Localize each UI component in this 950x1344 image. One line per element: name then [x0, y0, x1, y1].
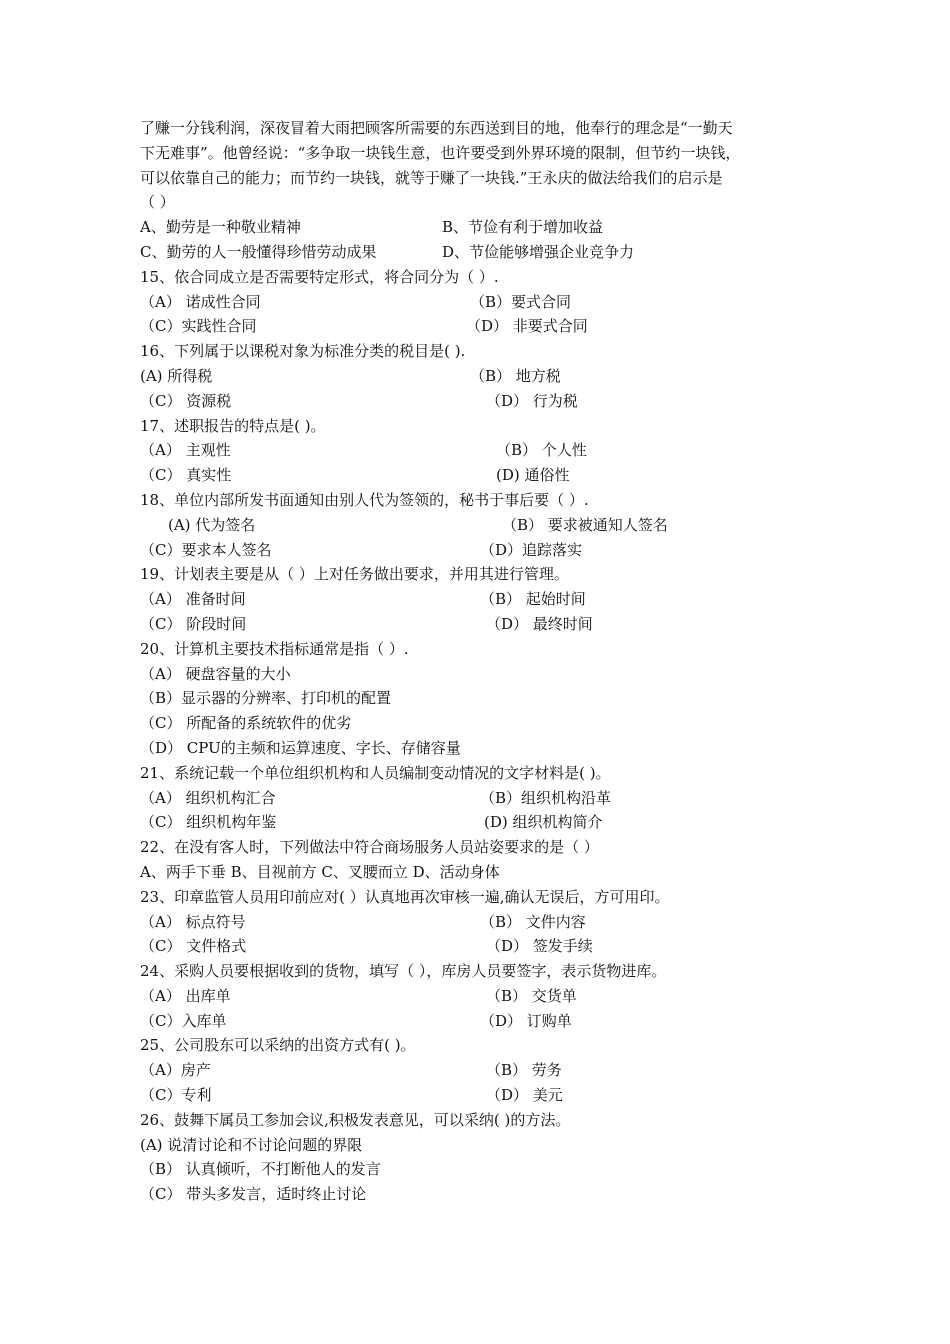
q24-option-b: （B） 交货单: [486, 986, 577, 1005]
q15-option-a: （A） 诺成性合同: [140, 292, 261, 311]
q24-option-d: （D） 订购单: [480, 1011, 572, 1030]
q23-options-row-2: [140, 934, 830, 959]
q20-option-b-line: [140, 686, 830, 711]
q25-options-row-2: [140, 1083, 830, 1108]
q19-option-b: （B） 起始时间: [480, 590, 586, 609]
q19-options-row-1: [140, 587, 830, 612]
q24-options-row-1: [140, 984, 830, 1009]
q14-stem-text: 下无难事”。他曾经说：“多争取一块钱生意，也许要受到外界环境的限制，但节约一块钱，: [140, 143, 741, 162]
q21-options-row-1: [140, 786, 830, 811]
q24-text: 24、采购人员要根据收到的货物，填写（ ），库房人员要签字，表示货物进库。: [140, 962, 667, 981]
q14-option-d: D、节俭能够增强企业竞争力: [442, 242, 635, 261]
q14-stem-text: 可以依靠自己的能力；而节约一块钱，就等于赚了一块钱.”王永庆的做法给我们的启示是: [140, 168, 723, 187]
q17-option-c: （C） 真实性: [140, 466, 232, 485]
q25-option-c: （C）专利: [140, 1086, 212, 1105]
q21-question: [140, 761, 830, 786]
q15-options-row-2: [140, 314, 830, 339]
q16-option-d: （D） 行为税: [486, 391, 578, 410]
q15-options-row-1: [140, 290, 830, 315]
q15-option-d: （D） 非要式合同: [466, 317, 588, 336]
q25-options-row-1: [140, 1058, 830, 1083]
q14-option-a: A、勤劳是一种敬业精神: [140, 218, 301, 237]
q14-stem-line-3: [140, 166, 830, 191]
q26-option-b: （B） 认真倾听，不打断他人的发言: [140, 1160, 381, 1179]
q23-option-c: （C） 文件格式: [140, 937, 247, 956]
q14-options-row-1: [140, 215, 830, 240]
q23-question: [140, 885, 830, 910]
q25-text: 25、公司股东可以采纳的出资方式有( )。: [140, 1036, 416, 1055]
q16-options-row-2: [140, 389, 830, 414]
q17-question: [140, 414, 830, 439]
q20-question: [140, 637, 830, 662]
q16-option-b: （B） 地方税: [470, 366, 561, 385]
q22-options: [140, 860, 830, 885]
q26-option-a: (A) 说清讨论和不讨论问题的界限: [140, 1135, 363, 1154]
q26-option-c-line: [140, 1182, 830, 1207]
q16-text: 16、下列属于以课税对象为标准分类的税目是( ).: [140, 342, 466, 361]
q25-option-b: （B） 劳务: [486, 1061, 562, 1080]
q20-option-c-line: [140, 711, 830, 736]
q14-options-row-2: [140, 240, 830, 265]
q18-option-c: （C）要求本人签名: [140, 540, 272, 559]
q18-option-b: （B） 要求被通知人签名: [502, 515, 668, 534]
q17-text: 17、述职报告的特点是( )。: [140, 416, 326, 435]
q22-options-text: A、两手下垂 B、目视前方 C、叉腰而立 D、活动身体: [140, 862, 500, 881]
q16-option-c: （C） 资源税: [140, 391, 232, 410]
q19-text: 19、计划表主要是从（ ）上对任务做出要求，并用其进行管理。: [140, 565, 569, 584]
q15-text: 15、依合同成立是否需要特定形式，将合同分为（ ）.: [140, 267, 499, 286]
q21-option-c: （C） 组织机构年鉴: [140, 813, 277, 832]
q17-option-d: (D) 通俗性: [496, 466, 570, 485]
q20-option-d: （D） CPU的主频和运算速度、字长、存储容量: [140, 738, 461, 757]
q26-option-a-line: [140, 1133, 830, 1158]
q17-option-a: （A） 主观性: [140, 441, 231, 460]
q15-option-c: （C）实践性合同: [140, 317, 257, 336]
q20-option-a: （A） 硬盘容量的大小: [140, 664, 291, 683]
q18-text: 18、单位内部所发书面通知由别人代为签领的，秘书于事后要（ ）.: [140, 490, 589, 509]
q19-options-row-2: [140, 612, 830, 637]
q14-stem-text: 了赚一分钱利润，深夜冒着大雨把顾客所需要的东西送到目的地，他奉行的理念是“一勤天: [140, 119, 733, 137]
q22-question: [140, 835, 830, 860]
q25-option-a: （A）房产: [140, 1061, 211, 1080]
q16-options-row-1: [140, 364, 830, 389]
q20-text: 20、计算机主要技术指标通常是指（ ）.: [140, 639, 409, 658]
q14-option-b: B、节俭有利于增加收益: [442, 218, 604, 237]
q18-option-a: (A) 代为签名: [168, 515, 256, 534]
q21-option-b: （B）组织机构沿革: [480, 788, 612, 807]
q24-question: [140, 959, 830, 984]
q21-text: 21、系统记载一个单位组织机构和人员编制变动情况的文字材料是( )。: [140, 763, 611, 782]
q26-option-b-line: [140, 1157, 830, 1182]
q17-options-row-2: [140, 463, 830, 488]
q14-option-c: C、勤劳的人一般懂得珍惜劳动成果: [140, 242, 377, 261]
q21-option-a: （A） 组织机构汇合: [140, 788, 276, 807]
q20-option-c: （C） 所配备的系统软件的优劣: [140, 714, 352, 733]
q19-option-a: （A） 准备时间: [140, 590, 246, 609]
q14-answer-blank: （ ）: [140, 193, 175, 212]
q24-option-a: （A） 出库单: [140, 986, 231, 1005]
q26-question: [140, 1108, 830, 1133]
q17-options-row-1: [140, 438, 830, 463]
q16-option-a: (A) 所得税: [140, 366, 213, 385]
q23-option-a: （A） 标点符号: [140, 912, 246, 931]
q25-question: [140, 1033, 830, 1058]
q14-stem-line-1: [140, 116, 830, 141]
q26-option-c: （C） 带头多发言，适时终止讨论: [140, 1185, 367, 1204]
q17-option-b: （B） 个人性: [496, 441, 587, 460]
q14-stem-line-4: [140, 190, 830, 215]
q15-question: [140, 265, 830, 290]
q20-option-a-line: [140, 662, 830, 687]
q15-option-b: （B）要式合同: [470, 292, 572, 311]
q14-stem-line-2: [140, 141, 830, 166]
q20-option-b: （B）显示器的分辨率、打印机的配置: [140, 689, 392, 708]
q23-option-d: （D） 签发手续: [486, 937, 593, 956]
q23-options-row-1: [140, 910, 830, 935]
q16-question: [140, 339, 830, 364]
q24-options-row-2: [140, 1009, 830, 1034]
q18-option-d: （D）追踪落实: [480, 540, 583, 559]
page-content: [140, 116, 830, 1207]
q18-question: [140, 488, 830, 513]
q23-text: 23、印章监管人员用印前应对( ）认真地再次审核一遍,确认无误后，方可用印。: [140, 887, 670, 906]
q20-option-d-line: [140, 736, 830, 761]
q18-options-row-1: [140, 513, 830, 538]
q26-text: 26、鼓舞下属员工参加会议,积极发表意见，可以采纳( )的方法。: [140, 1110, 571, 1129]
q18-options-row-2: [140, 538, 830, 563]
q22-text: 22、在没有客人时，下列做法中符合商场服务人员站姿要求的是（ ）: [140, 838, 599, 857]
q23-option-b: （B） 文件内容: [480, 912, 586, 931]
q25-option-d: （D） 美元: [486, 1086, 563, 1105]
q19-question: [140, 562, 830, 587]
q24-option-c: （C）入库单: [140, 1011, 227, 1030]
q19-option-d: （D） 最终时间: [486, 614, 593, 633]
q21-options-row-2: [140, 810, 830, 835]
q21-option-d: (D) 组织机构简介: [484, 813, 603, 832]
q19-option-c: （C） 阶段时间: [140, 614, 247, 633]
